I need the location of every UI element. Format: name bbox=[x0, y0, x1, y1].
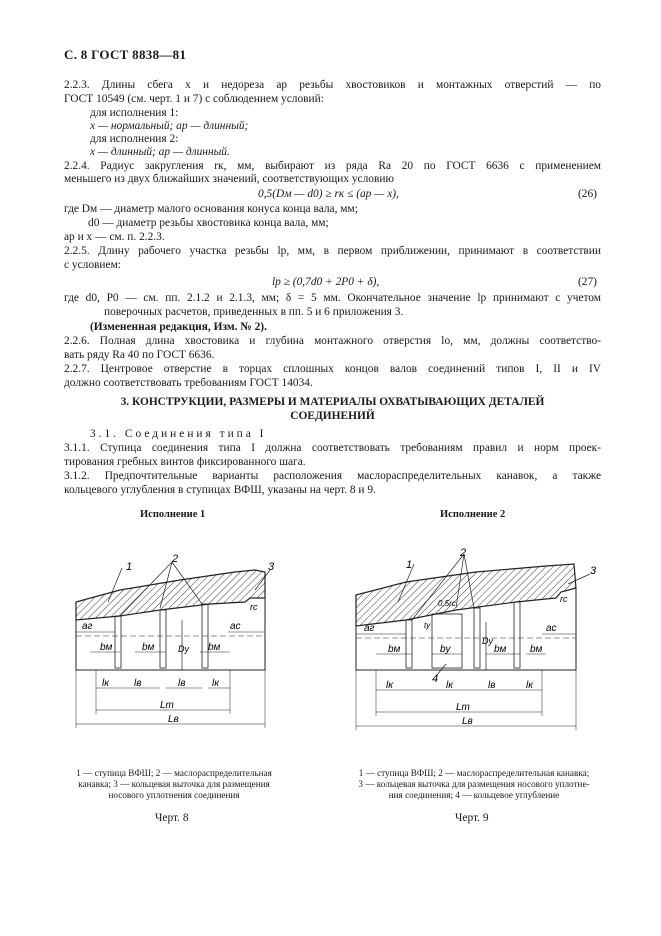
page-header: С. 8 ГОСТ 8838—81 bbox=[64, 47, 187, 62]
formula-27: lр ≥ (0,7d0 + 2P0 + δ), bbox=[272, 276, 380, 288]
para-225-line2: с условием: bbox=[64, 259, 121, 271]
fig8-label-2: 2 bbox=[172, 553, 179, 565]
fig9-annular-recess bbox=[432, 614, 462, 668]
fig9-label-lk-2: lк bbox=[446, 680, 453, 691]
fig8-label-bm-3: bм bbox=[208, 642, 221, 653]
fig9-hub-section bbox=[356, 564, 576, 626]
fig8-label-dy: Dу bbox=[178, 644, 189, 654]
para-223-line3: для исполнения 1: bbox=[90, 107, 179, 119]
para-225-line1: 2.2.5. Длину рабочего участка резьбы lр, мм, в первом приближении, принимают в соответствии bbox=[64, 245, 601, 257]
fig8-label: Черт. 8 bbox=[155, 812, 189, 824]
formula-26-number: (26) bbox=[578, 188, 597, 200]
para-223-line6: x — длинный; aр — длинный. bbox=[90, 146, 230, 158]
fig9-caption-line3: ния соединения; 4 — кольцевое углубление bbox=[388, 790, 560, 800]
fig9-label-ac: aс bbox=[546, 623, 557, 634]
section-3-title-line1: 3. КОНСТРУКЦИИ, РАЗМЕРЫ И МАТЕРИАЛЫ ОХВАТЫВАЮЩИХ ДЕТАЛЕЙ bbox=[120, 396, 545, 408]
fig8-caption-line2: канавка; 3 — кольцевая выточка для размещения bbox=[78, 779, 270, 789]
fig8-label-lv-2: lв bbox=[178, 678, 186, 689]
where-ap: aр и x — см. п. 2.2.3. bbox=[64, 231, 165, 243]
fig8-label-ac: aс bbox=[230, 621, 241, 632]
formula-27-number: (27) bbox=[578, 276, 597, 288]
fig9-label: Черт. 9 bbox=[455, 812, 489, 824]
subsection-31: 3.1. Соединения типа I bbox=[90, 428, 267, 440]
fig8-label-lvv: Lв bbox=[168, 714, 179, 725]
fig8-drawing bbox=[60, 540, 290, 740]
para-226-line1: 2.2.6. Полная длина хвостовика и глубина монтажного отверстия lо, мм, должны соответство- bbox=[64, 335, 601, 347]
fig9-caption-line1: 1 — ступица ВФШ; 2 — маслораспределительная канавка; bbox=[358, 768, 590, 778]
para-311-line1: 3.1.1. Ступица соединения типа I должна соответствовать требованиям правил и норм проек- bbox=[64, 442, 601, 454]
revision-note: (Измененная редакция, Изм. № 2). bbox=[90, 321, 267, 333]
fig9-label-bm-2: bм bbox=[494, 644, 507, 655]
fig8-label-rc: rc bbox=[250, 602, 258, 612]
fig9-label-ag: aг bbox=[364, 623, 375, 634]
fig8-label-3: 3 bbox=[268, 561, 275, 573]
para-227-line1: 2.2.7. Центровое отверстие в торцах сплошных концов валов соединений типов I, II и IV bbox=[64, 363, 601, 375]
fig8-label-1: 1 bbox=[126, 561, 133, 573]
fig8-label-bm-1: bм bbox=[100, 642, 113, 653]
fig9-label-3: 3 bbox=[590, 565, 597, 577]
fig9-label-lk-1: lк bbox=[386, 680, 393, 691]
fig8-label-lv-1: lв bbox=[134, 678, 142, 689]
para-312-line2: кольцевого углубления в ступицах ВФШ, указаны на черт. 8 и 9. bbox=[64, 484, 376, 496]
where-checks: поверочных расчетов, приведенных в пп. 5 и 6 приложения 3. bbox=[104, 306, 404, 318]
fig9-label-ty: tу bbox=[424, 621, 431, 630]
fig8-title: Исполнение 1 bbox=[140, 509, 206, 520]
para-223-line5: для исполнения 2: bbox=[90, 133, 179, 145]
fig8-label-lk-2: lк bbox=[212, 678, 219, 689]
fig8-caption-line1: 1 — ступица ВФШ; 2 — маслораспределительная bbox=[76, 768, 272, 778]
fig9-drawing bbox=[346, 540, 606, 740]
fig8-groove-2 bbox=[160, 610, 166, 668]
fig9-caption-line2: 3 — кольцевая выточка для размещения носового уплотне- bbox=[358, 779, 590, 789]
where-dm: где Dм — диаметр малого основания конуса конца вала, мм; bbox=[64, 203, 358, 215]
para-224-line2: меньшего из двух ближайших значений, соответствующих условию bbox=[64, 173, 394, 185]
fig9-label-lv: lв bbox=[488, 680, 496, 691]
fig9-groove-3 bbox=[514, 602, 520, 668]
para-224-line1: 2.2.4. Радиус закругления rк, мм, выбирают из ряда Ra 20 по ГОСТ 6636 с применением bbox=[64, 160, 601, 172]
fig9-label-bm-3: bм bbox=[530, 644, 543, 655]
para-223-line4: x — нормальный; aр — длинный; bbox=[90, 120, 249, 132]
fig9-label-05rc: 0,5rc bbox=[438, 599, 456, 608]
fig9-title: Исполнение 2 bbox=[440, 509, 506, 520]
formula-26: 0,5(Dм — d0) ≥ rк ≤ (aр — x), bbox=[258, 188, 399, 200]
fig8-label-lt: Lт bbox=[160, 700, 174, 711]
fig8-label-ag: aг bbox=[82, 621, 93, 632]
para-227-line2: должно соответствовать требованиям ГОСТ 14034. bbox=[64, 377, 313, 389]
fig9-label-lk-3: lк bbox=[526, 680, 533, 691]
fig8-label-bm-2: bм bbox=[142, 642, 155, 653]
fig9-label-lt: Lт bbox=[456, 702, 470, 713]
fig9-label-2: 2 bbox=[460, 547, 467, 559]
fig9-groove-1 bbox=[406, 620, 412, 668]
fig8-hub-section bbox=[76, 570, 265, 620]
fig9-label-1: 1 bbox=[406, 559, 413, 571]
fig9-label-4: 4 bbox=[432, 673, 439, 685]
fig8-groove-1 bbox=[115, 616, 121, 668]
fig8-label-lk-1: lк bbox=[102, 678, 109, 689]
fig9-label-rc: rc bbox=[560, 594, 568, 604]
where-d0: d0 — диаметр резьбы хвостовика конца вала, мм; bbox=[88, 217, 329, 229]
fig9-label-by: bу bbox=[440, 644, 451, 655]
para-311-line2: тирования гребных винтов фиксированного шага. bbox=[64, 456, 306, 468]
fig9-label-lvv: Lв bbox=[462, 716, 473, 727]
para-226-line2: вать ряду Ra 40 по ГОСТ 6636. bbox=[64, 349, 215, 361]
fig9-label-bm-1: bм bbox=[388, 644, 401, 655]
para-312-line1: 3.1.2. Предпочтительные варианты расположения маслораспределительных канавок, а также bbox=[64, 470, 601, 482]
fig9-label-dy: Dу bbox=[482, 636, 493, 646]
where-d0-p0: где d0, P0 — см. пп. 2.1.2 и 2.1.3, мм; δ = 5 мм. Окончательное значение lр принимают с учетом bbox=[64, 292, 601, 304]
fig8-caption-line3: носового уплотнения соединения bbox=[108, 790, 240, 800]
para-223-line1: 2.2.3. Длины сбега x и недореза aр резьбы хвостовиков и монтажных отверстий — по bbox=[64, 79, 601, 91]
section-3-title-line2: СОЕДИНЕНИЙ bbox=[290, 410, 375, 422]
para-223-line2: ГОСТ 10549 (см. черт. 1 и 7) с соблюдением условий: bbox=[64, 93, 324, 105]
